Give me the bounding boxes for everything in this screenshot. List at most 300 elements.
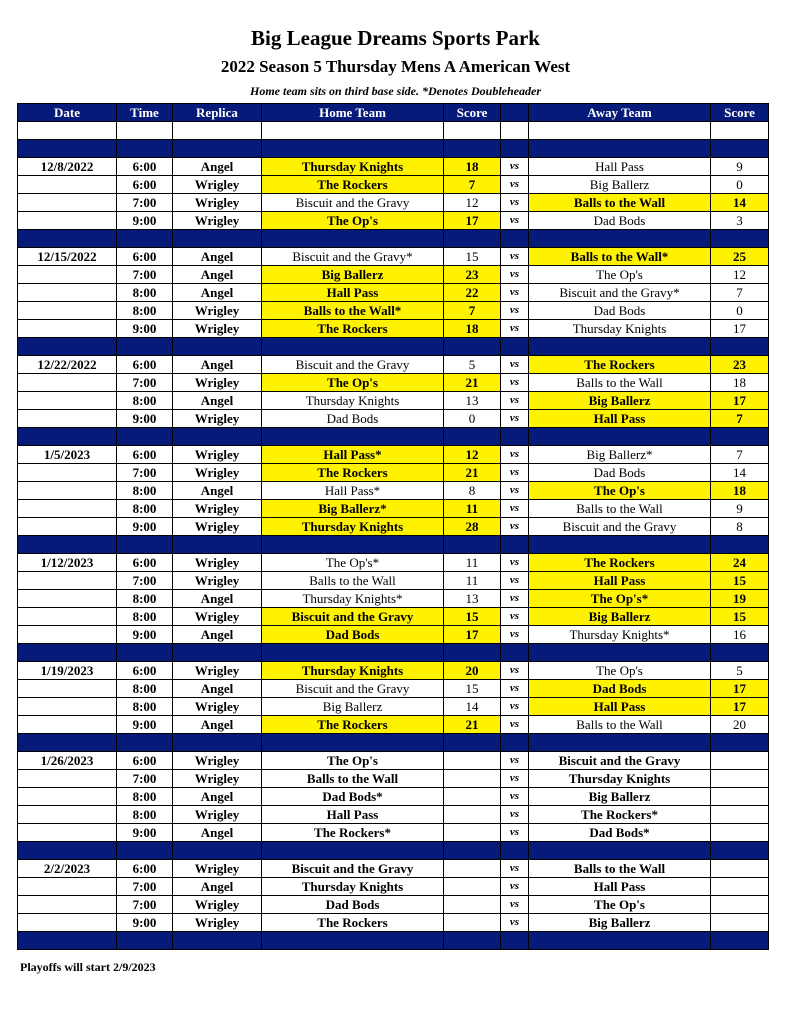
field-replica: Wrigley	[173, 752, 262, 770]
empty-cell	[529, 230, 711, 248]
field-replica: Angel	[173, 878, 262, 896]
game-time: 9:00	[117, 410, 173, 428]
field-replica: Angel	[173, 158, 262, 176]
home-team: Dad Bods	[262, 410, 444, 428]
empty-cell	[529, 932, 711, 950]
home-score	[444, 770, 501, 788]
away-score: 7	[711, 446, 769, 464]
empty-cell	[529, 734, 711, 752]
empty-cell	[173, 230, 262, 248]
home-team: Dad Bods*	[262, 788, 444, 806]
home-score: 21	[444, 374, 501, 392]
empty-cell	[173, 122, 262, 140]
field-replica: Angel	[173, 392, 262, 410]
field-replica: Wrigley	[173, 860, 262, 878]
empty-cell	[18, 428, 117, 446]
week-separator	[18, 644, 769, 662]
game-row	[18, 248, 769, 266]
game-time: 7:00	[117, 878, 173, 896]
game-date	[18, 896, 117, 914]
game-row	[18, 302, 769, 320]
game-date	[18, 410, 117, 428]
empty-cell	[711, 644, 769, 662]
home-team: Biscuit and the Gravy	[262, 608, 444, 626]
away-team: Hall Pass	[529, 572, 711, 590]
away-team: Thursday Knights*	[529, 626, 711, 644]
vs-label: vs	[501, 356, 529, 374]
game-time: 7:00	[117, 464, 173, 482]
game-date	[18, 698, 117, 716]
home-team: The Op's	[262, 212, 444, 230]
away-team: Biscuit and the Gravy	[529, 518, 711, 536]
game-time: 7:00	[117, 770, 173, 788]
empty-cell	[501, 230, 529, 248]
home-team: Dad Bods	[262, 896, 444, 914]
home-score: 17	[444, 626, 501, 644]
home-score: 11	[444, 554, 501, 572]
home-team: Big Ballerz	[262, 266, 444, 284]
empty-cell	[262, 230, 444, 248]
col-away-score: Score	[711, 104, 769, 122]
game-date	[18, 626, 117, 644]
away-team: Dad Bods*	[529, 824, 711, 842]
game-time: 6:00	[117, 248, 173, 266]
empty-cell	[173, 842, 262, 860]
home-score: 12	[444, 446, 501, 464]
home-score	[444, 806, 501, 824]
vs-label: vs	[501, 518, 529, 536]
game-row	[18, 590, 769, 608]
empty-cell	[18, 122, 117, 140]
game-row	[18, 716, 769, 734]
vs-label: vs	[501, 680, 529, 698]
playoffs-note: Playoffs will start 2/9/2023	[20, 960, 156, 974]
vs-label: vs	[501, 788, 529, 806]
empty-cell	[444, 536, 501, 554]
home-team: The Op's*	[262, 554, 444, 572]
game-row	[18, 896, 769, 914]
game-date	[18, 482, 117, 500]
game-time: 7:00	[117, 896, 173, 914]
away-team: The Op's*	[529, 590, 711, 608]
field-replica: Wrigley	[173, 320, 262, 338]
away-team: Hall Pass	[529, 158, 711, 176]
home-team: Hall Pass	[262, 806, 444, 824]
home-team: Thursday Knights	[262, 878, 444, 896]
home-team: The Rockers	[262, 176, 444, 194]
empty-cell	[117, 536, 173, 554]
away-score	[711, 752, 769, 770]
away-score: 17	[711, 680, 769, 698]
empty-cell	[18, 338, 117, 356]
game-time: 6:00	[117, 860, 173, 878]
game-date: 1/5/2023	[18, 446, 117, 464]
field-replica: Angel	[173, 824, 262, 842]
away-score: 17	[711, 392, 769, 410]
vs-label: vs	[501, 194, 529, 212]
home-score	[444, 788, 501, 806]
away-score: 19	[711, 590, 769, 608]
game-time: 8:00	[117, 680, 173, 698]
away-score: 23	[711, 356, 769, 374]
empty-cell	[444, 842, 501, 860]
game-date	[18, 572, 117, 590]
empty-cell	[173, 734, 262, 752]
home-score	[444, 860, 501, 878]
game-row	[18, 158, 769, 176]
game-row	[18, 194, 769, 212]
away-score: 12	[711, 266, 769, 284]
away-team: The Rockers	[529, 554, 711, 572]
empty-cell	[173, 536, 262, 554]
field-replica: Angel	[173, 248, 262, 266]
home-team: Dad Bods	[262, 626, 444, 644]
empty-cell	[262, 122, 444, 140]
game-row	[18, 788, 769, 806]
away-score: 18	[711, 374, 769, 392]
empty-cell	[529, 842, 711, 860]
field-replica: Wrigley	[173, 662, 262, 680]
empty-cell	[117, 644, 173, 662]
vs-label: vs	[501, 176, 529, 194]
away-team: Big Ballerz	[529, 392, 711, 410]
empty-cell	[501, 842, 529, 860]
away-team: Thursday Knights	[529, 770, 711, 788]
game-row	[18, 626, 769, 644]
field-replica: Angel	[173, 266, 262, 284]
field-replica: Angel	[173, 356, 262, 374]
field-replica: Wrigley	[173, 194, 262, 212]
empty-cell	[501, 140, 529, 158]
empty-cell	[529, 338, 711, 356]
game-date: 12/15/2022	[18, 248, 117, 266]
field-replica: Wrigley	[173, 770, 262, 788]
week-separator	[18, 842, 769, 860]
game-date: 2/2/2023	[18, 860, 117, 878]
vs-label: vs	[501, 572, 529, 590]
game-row	[18, 284, 769, 302]
season-subtitle: 2022 Season 5 Thursday Mens A American West	[220, 57, 571, 76]
vs-label: vs	[501, 806, 529, 824]
empty-cell	[529, 122, 711, 140]
field-replica: Wrigley	[173, 302, 262, 320]
home-score: 0	[444, 410, 501, 428]
game-row	[18, 464, 769, 482]
empty-cell	[501, 122, 529, 140]
game-row	[18, 752, 769, 770]
game-row	[18, 680, 769, 698]
empty-cell	[529, 428, 711, 446]
field-replica: Wrigley	[173, 500, 262, 518]
game-row	[18, 698, 769, 716]
empty-cell	[711, 230, 769, 248]
game-time: 9:00	[117, 914, 173, 932]
away-score: 9	[711, 500, 769, 518]
game-time: 6:00	[117, 158, 173, 176]
game-time: 8:00	[117, 500, 173, 518]
home-team: Thursday Knights	[262, 662, 444, 680]
away-score: 7	[711, 410, 769, 428]
away-team: Balls to the Wall	[529, 860, 711, 878]
week-separator	[18, 338, 769, 356]
game-time: 8:00	[117, 302, 173, 320]
game-row	[18, 356, 769, 374]
empty-cell	[262, 842, 444, 860]
blank-row	[18, 122, 769, 140]
away-team: The Rockers	[529, 356, 711, 374]
game-time: 8:00	[117, 590, 173, 608]
home-score	[444, 878, 501, 896]
away-score: 17	[711, 320, 769, 338]
field-replica: Angel	[173, 680, 262, 698]
field-replica: Wrigley	[173, 410, 262, 428]
away-team: Hall Pass	[529, 410, 711, 428]
game-time: 6:00	[117, 662, 173, 680]
vs-label: vs	[501, 824, 529, 842]
game-row	[18, 392, 769, 410]
game-date	[18, 284, 117, 302]
away-score	[711, 806, 769, 824]
col-date: Date	[18, 104, 117, 122]
away-team: Big Ballerz	[529, 788, 711, 806]
game-date	[18, 608, 117, 626]
home-score: 18	[444, 320, 501, 338]
game-time: 9:00	[117, 824, 173, 842]
vs-label: vs	[501, 716, 529, 734]
week-separator	[18, 734, 769, 752]
field-replica: Angel	[173, 590, 262, 608]
game-row	[18, 554, 769, 572]
home-team: Thursday Knights	[262, 392, 444, 410]
field-replica: Wrigley	[173, 464, 262, 482]
away-team: The Rockers*	[529, 806, 711, 824]
field-replica: Angel	[173, 788, 262, 806]
game-time: 7:00	[117, 374, 173, 392]
empty-cell	[501, 932, 529, 950]
home-team: The Rockers	[262, 716, 444, 734]
empty-cell	[173, 140, 262, 158]
empty-cell	[501, 734, 529, 752]
empty-cell	[173, 644, 262, 662]
home-team: The Rockers	[262, 320, 444, 338]
away-score	[711, 896, 769, 914]
away-score: 3	[711, 212, 769, 230]
home-score: 13	[444, 590, 501, 608]
game-time: 6:00	[117, 446, 173, 464]
game-date	[18, 500, 117, 518]
game-row	[18, 572, 769, 590]
empty-cell	[711, 140, 769, 158]
empty-cell	[444, 140, 501, 158]
away-team: Balls to the Wall	[529, 374, 711, 392]
week-separator	[18, 932, 769, 950]
home-team: Thursday Knights*	[262, 590, 444, 608]
game-time: 6:00	[117, 356, 173, 374]
home-score: 8	[444, 482, 501, 500]
field-replica: Angel	[173, 716, 262, 734]
away-score	[711, 770, 769, 788]
game-date	[18, 176, 117, 194]
away-team: Hall Pass	[529, 698, 711, 716]
game-row	[18, 878, 769, 896]
empty-cell	[262, 428, 444, 446]
away-score: 9	[711, 158, 769, 176]
away-team: The Op's	[529, 266, 711, 284]
schedule-table	[17, 103, 769, 950]
game-row	[18, 608, 769, 626]
empty-cell	[711, 734, 769, 752]
game-row	[18, 662, 769, 680]
game-date	[18, 824, 117, 842]
game-date: 1/12/2023	[18, 554, 117, 572]
away-score: 15	[711, 608, 769, 626]
away-score: 18	[711, 482, 769, 500]
home-team: Thursday Knights	[262, 518, 444, 536]
game-row	[18, 482, 769, 500]
home-team: Big Ballerz	[262, 698, 444, 716]
field-replica: Wrigley	[173, 698, 262, 716]
vs-label: vs	[501, 662, 529, 680]
home-score: 11	[444, 500, 501, 518]
vs-label: vs	[501, 158, 529, 176]
empty-cell	[117, 932, 173, 950]
game-time: 8:00	[117, 608, 173, 626]
away-score: 0	[711, 302, 769, 320]
game-date	[18, 266, 117, 284]
game-row	[18, 860, 769, 878]
home-score: 15	[444, 608, 501, 626]
empty-cell	[262, 338, 444, 356]
home-team: Balls to the Wall	[262, 572, 444, 590]
game-time: 8:00	[117, 482, 173, 500]
col-home-score: Score	[444, 104, 501, 122]
schedule-body	[18, 122, 769, 950]
away-score: 8	[711, 518, 769, 536]
col-replica: Replica	[173, 104, 262, 122]
game-time: 7:00	[117, 266, 173, 284]
vs-label: vs	[501, 608, 529, 626]
home-score: 23	[444, 266, 501, 284]
away-score	[711, 878, 769, 896]
empty-cell	[529, 644, 711, 662]
vs-label: vs	[501, 554, 529, 572]
game-date	[18, 212, 117, 230]
field-replica: Wrigley	[173, 374, 262, 392]
empty-cell	[262, 140, 444, 158]
home-score: 21	[444, 464, 501, 482]
away-team: Balls to the Wall*	[529, 248, 711, 266]
empty-cell	[444, 230, 501, 248]
game-time: 8:00	[117, 284, 173, 302]
empty-cell	[117, 230, 173, 248]
game-date	[18, 914, 117, 932]
away-score	[711, 914, 769, 932]
home-team: The Rockers	[262, 464, 444, 482]
game-time: 9:00	[117, 212, 173, 230]
home-team: Big Ballerz*	[262, 500, 444, 518]
col-vs	[501, 104, 529, 122]
empty-cell	[711, 338, 769, 356]
vs-label: vs	[501, 770, 529, 788]
game-row	[18, 374, 769, 392]
field-replica: Wrigley	[173, 608, 262, 626]
empty-cell	[117, 140, 173, 158]
game-row	[18, 806, 769, 824]
empty-cell	[444, 644, 501, 662]
home-team: Biscuit and the Gravy*	[262, 248, 444, 266]
home-team: Biscuit and the Gravy	[262, 680, 444, 698]
home-team: Biscuit and the Gravy	[262, 356, 444, 374]
empty-cell	[444, 338, 501, 356]
away-team: Big Ballerz	[529, 608, 711, 626]
empty-cell	[711, 428, 769, 446]
empty-cell	[117, 122, 173, 140]
empty-cell	[117, 428, 173, 446]
vs-label: vs	[501, 266, 529, 284]
home-score: 13	[444, 392, 501, 410]
home-score: 15	[444, 680, 501, 698]
game-time: 6:00	[117, 554, 173, 572]
field-replica: Wrigley	[173, 176, 262, 194]
empty-cell	[444, 932, 501, 950]
game-row	[18, 914, 769, 932]
away-team: Big Ballerz	[529, 176, 711, 194]
away-team: The Op's	[529, 482, 711, 500]
game-date	[18, 302, 117, 320]
home-score: 20	[444, 662, 501, 680]
home-score	[444, 914, 501, 932]
away-score: 24	[711, 554, 769, 572]
away-team: Thursday Knights	[529, 320, 711, 338]
field-replica: Wrigley	[173, 806, 262, 824]
away-score: 15	[711, 572, 769, 590]
home-score: 15	[444, 248, 501, 266]
vs-label: vs	[501, 500, 529, 518]
field-replica: Wrigley	[173, 914, 262, 932]
home-team: The Op's	[262, 374, 444, 392]
away-score: 25	[711, 248, 769, 266]
field-replica: Wrigley	[173, 446, 262, 464]
home-score: 7	[444, 302, 501, 320]
schedule-note: Home team sits on third base side. *Denotes Doubleheader	[250, 84, 541, 98]
empty-cell	[18, 932, 117, 950]
game-date	[18, 806, 117, 824]
empty-cell	[18, 734, 117, 752]
vs-label: vs	[501, 698, 529, 716]
away-score	[711, 824, 769, 842]
game-row	[18, 212, 769, 230]
game-time: 8:00	[117, 698, 173, 716]
home-team: Hall Pass*	[262, 446, 444, 464]
page-title: Big League Dreams Sports Park	[251, 26, 540, 50]
vs-label: vs	[501, 212, 529, 230]
field-replica: Wrigley	[173, 572, 262, 590]
away-team: Dad Bods	[529, 212, 711, 230]
field-replica: Angel	[173, 284, 262, 302]
vs-label: vs	[501, 374, 529, 392]
home-score: 11	[444, 572, 501, 590]
vs-label: vs	[501, 590, 529, 608]
empty-cell	[444, 122, 501, 140]
vs-label: vs	[501, 302, 529, 320]
home-score: 22	[444, 284, 501, 302]
col-away-team: Away Team	[529, 104, 711, 122]
away-team: Big Ballerz	[529, 914, 711, 932]
field-replica: Angel	[173, 482, 262, 500]
away-score: 20	[711, 716, 769, 734]
home-team: Balls to the Wall	[262, 770, 444, 788]
game-date	[18, 788, 117, 806]
